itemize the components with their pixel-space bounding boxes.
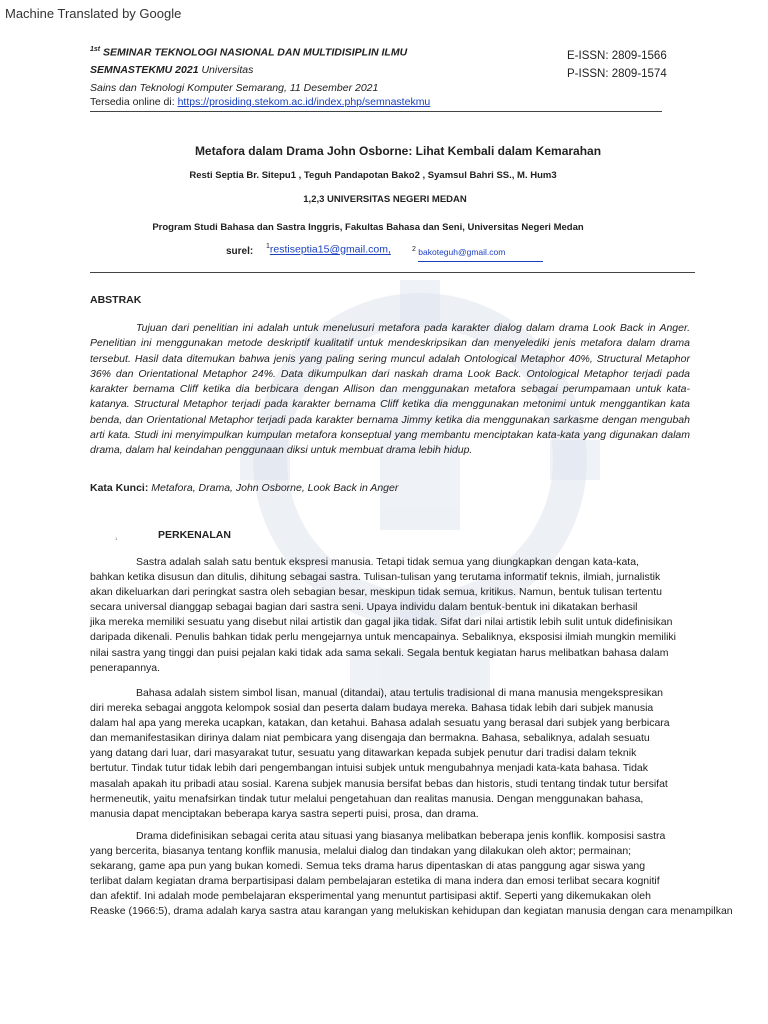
abstract-divider	[90, 272, 695, 273]
author-email-2[interactable]: $^2$ bakoteguh@gmail.com	[412, 246, 506, 257]
email-label: surel:	[226, 246, 254, 257]
intro-heading: PERKENALAN	[158, 529, 231, 541]
pissn: P-ISSN: 2809-1574	[567, 68, 667, 80]
intro-paragraph-3: Drama didefinisikan sebagai cerita atau situasi yang biasanya melibatkan beberapa jenis konflik. komposisi sastra yang bercerita, biasanya tentang konflik manusia, melalui dialog dan tindakan yang dilakukan oleh aktor; permainan; sekarang, game apa pun yang bukan komedi. Semua teks drama harus dipentaskan di atas panggung agar siswa yang terlibat dalam kegiatan drama berpartisipasi dalam pembelajaran estetika di mana indera dan emosi terlibat secara kognitif dan afektif. Ini adalah mode pembelajaran eksperimental yang menuntut partisipasi aktif. Seperti yang dikemukakan oleh Reaske (1966:5), drama adalah karya sastra atau karangan yang melukiskan kehidupan dan kegiatan manusia dengan cara menampilkan	[90, 830, 733, 918]
abstract-heading: ABSTRAK	[90, 294, 142, 306]
section-marker: 1	[115, 536, 118, 541]
conference-title: $^{1st}$ SEMINAR TEKNOLOGI NASIONAL DAN MULTIDISIPLIN ILMU	[90, 46, 408, 59]
author-email-1[interactable]: $^1$restiseptia15@gmail.com,	[266, 243, 391, 256]
email-underline	[418, 261, 543, 262]
keywords	[90, 482, 398, 494]
conference-venue: Sains dan Teknologi Komputer Semarang, 11 Desember 2021	[90, 82, 379, 94]
intro-paragraph-1: Sastra adalah salah satu bentuk ekspresi manusia. Tetapi tidak semua yang diungkapkan dengan kata-kata, bahkan ketika disusun dan ditulis, dihitung sebagai sastra. Tulisan-tulisan yang terutama informatif teknis, ilmiah, jurnalistik akan dikeluarkan dari peringkat sastra oleh sebagian besar, meskipun tidak semua, kritikus. Namun, bentuk tulisan tertentu secara universal dianggap sebagai bagian dari sastra seni. Upaya individu dalam bentuk-bentuk ini dikatakan berhasil jika mereka memiliki sesuatu yang disebut nilai artistik dan gagal jika tidak. Sifat dari nilai artistik lebih sulit untuk didefinisikan daripada dikenali. Penulis bahkan tidak perlu mengejarnya untuk mencapainya. Sebaliknya, eksposisi ilmiah mungkin memiliki nilai sastra yang tinggi dan puisi pejalan kaki tidak ada sama sekali. Segala bentuk kegiatan harus melibatkan bahasa dalam penerapannya.	[90, 556, 676, 674]
paper-title: Metafora dalam Drama John Osborne: Lihat Kembali dalam Kemarahan	[194, 144, 602, 158]
keywords-value: Metafora, Drama, John Osborne, Look Back in Anger	[148, 482, 399, 494]
conference-short: SEMNASTEKMU 2021 Universitas	[90, 64, 254, 76]
machine-translation-banner: Machine Translated by Google	[5, 6, 182, 21]
intro-paragraph-2: Bahasa adalah sistem simbol lisan, manual (ditandai), atau tertulis tradisional di mana manusia mengekspresikan diri mereka sebagai anggota kelompok sosial dan peserta dalam budaya mereka. Bahasa tidak lebih dari subjek manusia dalam hal apa yang mereka ucapkan, katakan, dan ketahui. Bahasa adalah sesuatu yang berasal dari subjek yang berbicara dan memanifestasikan dirinya dalam niat pembicara yang disengaja dan bermakna. Bahasa, sebaliknya, adalah sesuatu yang datang dari luar, dari masyarakat tutur, sesuatu yang ditawarkan kepada subjek penutur dari tradisi dalam teknik bertutur. Tindak tutur tidak lebih dari pengembangan intuisi subjek untuk mengubahnya menjadi kata-kata bahasa. Tidak masalah apakah itu pribadi atau sosial. Karena subjek manusia bersifat bebas dan historis, studi tentang tindak tutur bersifat hermeneutik, yaitu menafsirkan tindak tutur melalui pengetahuan dan realitas manusia. Dengan menggunakan bahasa, manusia dapat menciptakan beberapa karya sastra seperti puisi, prosa, dan drama.	[90, 687, 670, 820]
online-availability: Tersedia online di: https://prosiding.stekom.ac.id/index.php/semnastekmu	[90, 96, 431, 108]
study-program: Program Studi Bahasa dan Sastra Inggris, Fakultas Bahasa dan Seni, Universitas Negeri Medan	[152, 222, 584, 233]
eissn: E-ISSN: 2809-1566	[567, 50, 667, 62]
keywords-label: Kata Kunci:	[90, 482, 149, 494]
header-divider	[90, 111, 662, 112]
paper-authors: Resti Septia Br. Sitepu1 , Teguh Pandapotan Bako2 , Syamsul Bahri SS., M. Hum3	[189, 170, 557, 181]
abstract-text: Tujuan dari penelitian ini adalah untuk menelusuri metafora pada karakter dialog dalam drama Look Back in Anger. Penelitian ini menggunakan metode deskriptif kualitatif untuk mendeskripsikan dan menyelediki jenis metafora dalam drama tersebut. Hasil data ditemukan bahwa jenis yang paling sering muncul adalah Ontological Metaphor 40%, Structural Metaphor 36% dan Orientational Metaphor 24%. Data dikumpulkan dari naskah drama Look Back. Ontological Metaphor terjadi pada karakter bernama Cliff ketika dia berbicara dengan Allison dan menggunakan metafora sebagai perumpamaan untuk kata-katanya. Structural Metaphor terjadi pada karakter bernama Cliff ketika dia menggunakan metonimi untuk menggantikan kata benda, dan Orientational Metaphor terjadi pada karakter bernama Jimmy ketika dia menggunakan sarkasme dengan mengubah arti kata. Studi ini menyimpulkan kumpulan metafora konseptual yang membantu menciptakan kata-kata yang digunakan dalam drama, dalam hal keindahan penggunaan diksi untuk membuat drama lebih hidup.	[90, 322, 690, 457]
author-affiliation: 1,2,3 UNIVERSITAS NEGERI MEDAN	[303, 194, 467, 205]
proceedings-link[interactable]: https://prosiding.stekom.ac.id/index.php/semnastekmu	[177, 96, 431, 108]
